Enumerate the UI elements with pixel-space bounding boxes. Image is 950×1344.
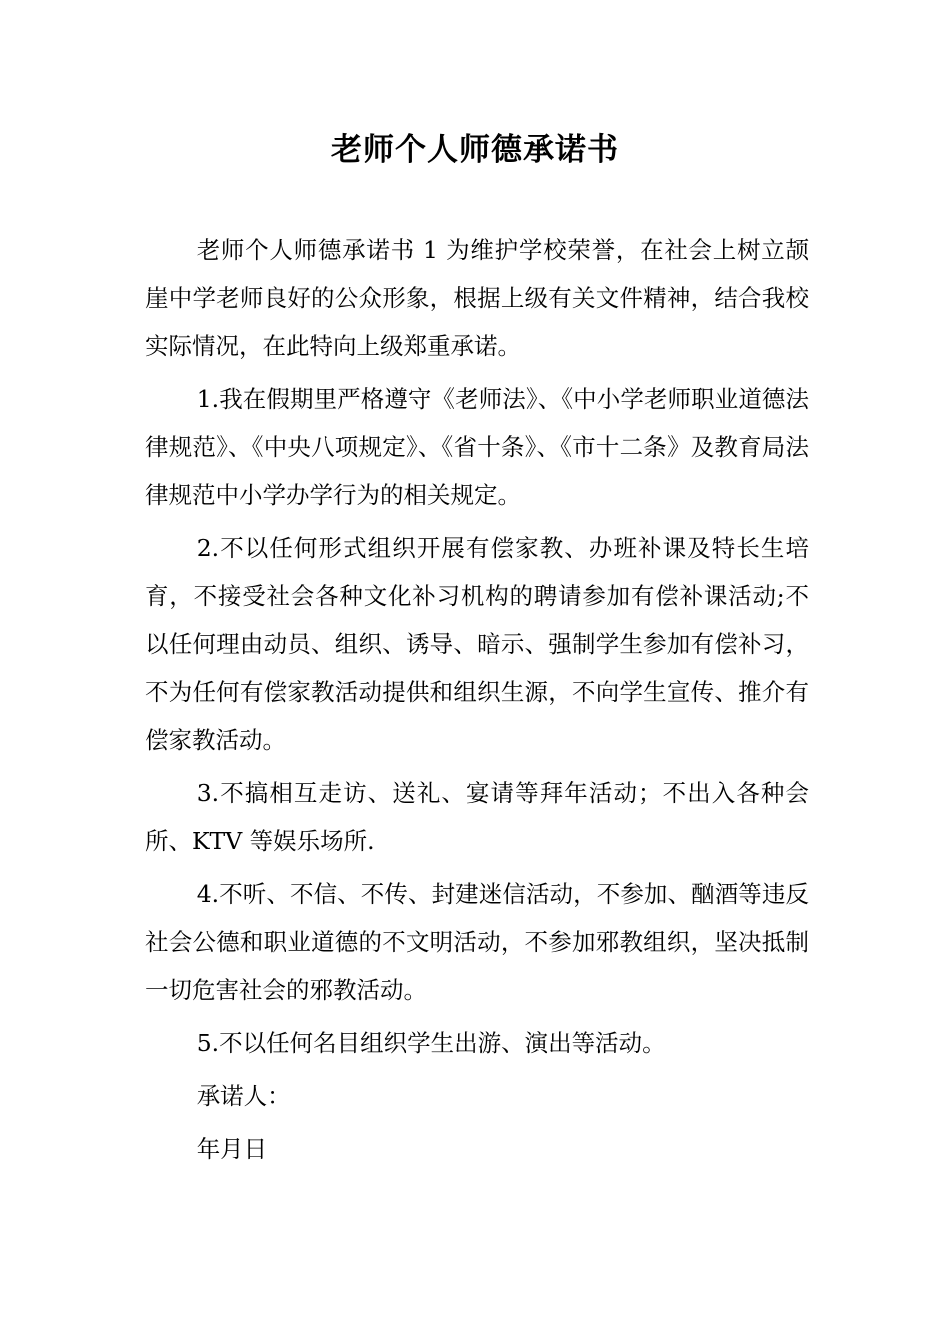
paragraph-item-4: 4.不听、不信、不传、封建迷信活动，不参加、酗酒等违反社会公德和职业道德的不文明活动，不参加邪教组织，坚决抵制一切危害社会的邪教活动。 <box>145 880 809 1004</box>
paragraph-item-2: 2.不以任何形式组织开展有偿家教、办班补课及特长生培育，不接受社会各种文化补习机构的聘请参加有偿补课活动;不以任何理由动员、组织、诱导、暗示、强制学生参加有偿补习，不为任何有偿家教活动提供和组织生源，不向学生宣传、推介有偿家教活动。 <box>145 534 809 754</box>
paragraph-intro: 老师个人师德承诺书 1 为维护学校荣誉，在社会上树立颉崖中学老师良好的公众形象，根据上级有关文件精神，结合我校实际情况，在此特向上级郑重承诺。 <box>145 236 809 360</box>
paragraph-item-1: 1.我在假期里严格遵守《老师法》、《中小学老师职业道德法律规范》、《中央八项规定》、《省十条》、《市十二条》及教育局法律规范中小学办学行为的相关规定。 <box>145 385 809 509</box>
document-body <box>145 226 809 1178</box>
paragraph-item-5: 5.不以任何名目组织学生出游、演出等活动。 <box>196 1029 666 1057</box>
date-label: 年月日 <box>196 1135 268 1163</box>
document-title: 老师个人师德承诺书 <box>331 132 619 168</box>
signature-label: 承诺人： <box>196 1082 291 1110</box>
paragraph-item-3: 3.不搞相互走访、送礼、宴请等拜年活动；不出入各种会所、KTV 等娱乐场所. <box>145 779 809 855</box>
